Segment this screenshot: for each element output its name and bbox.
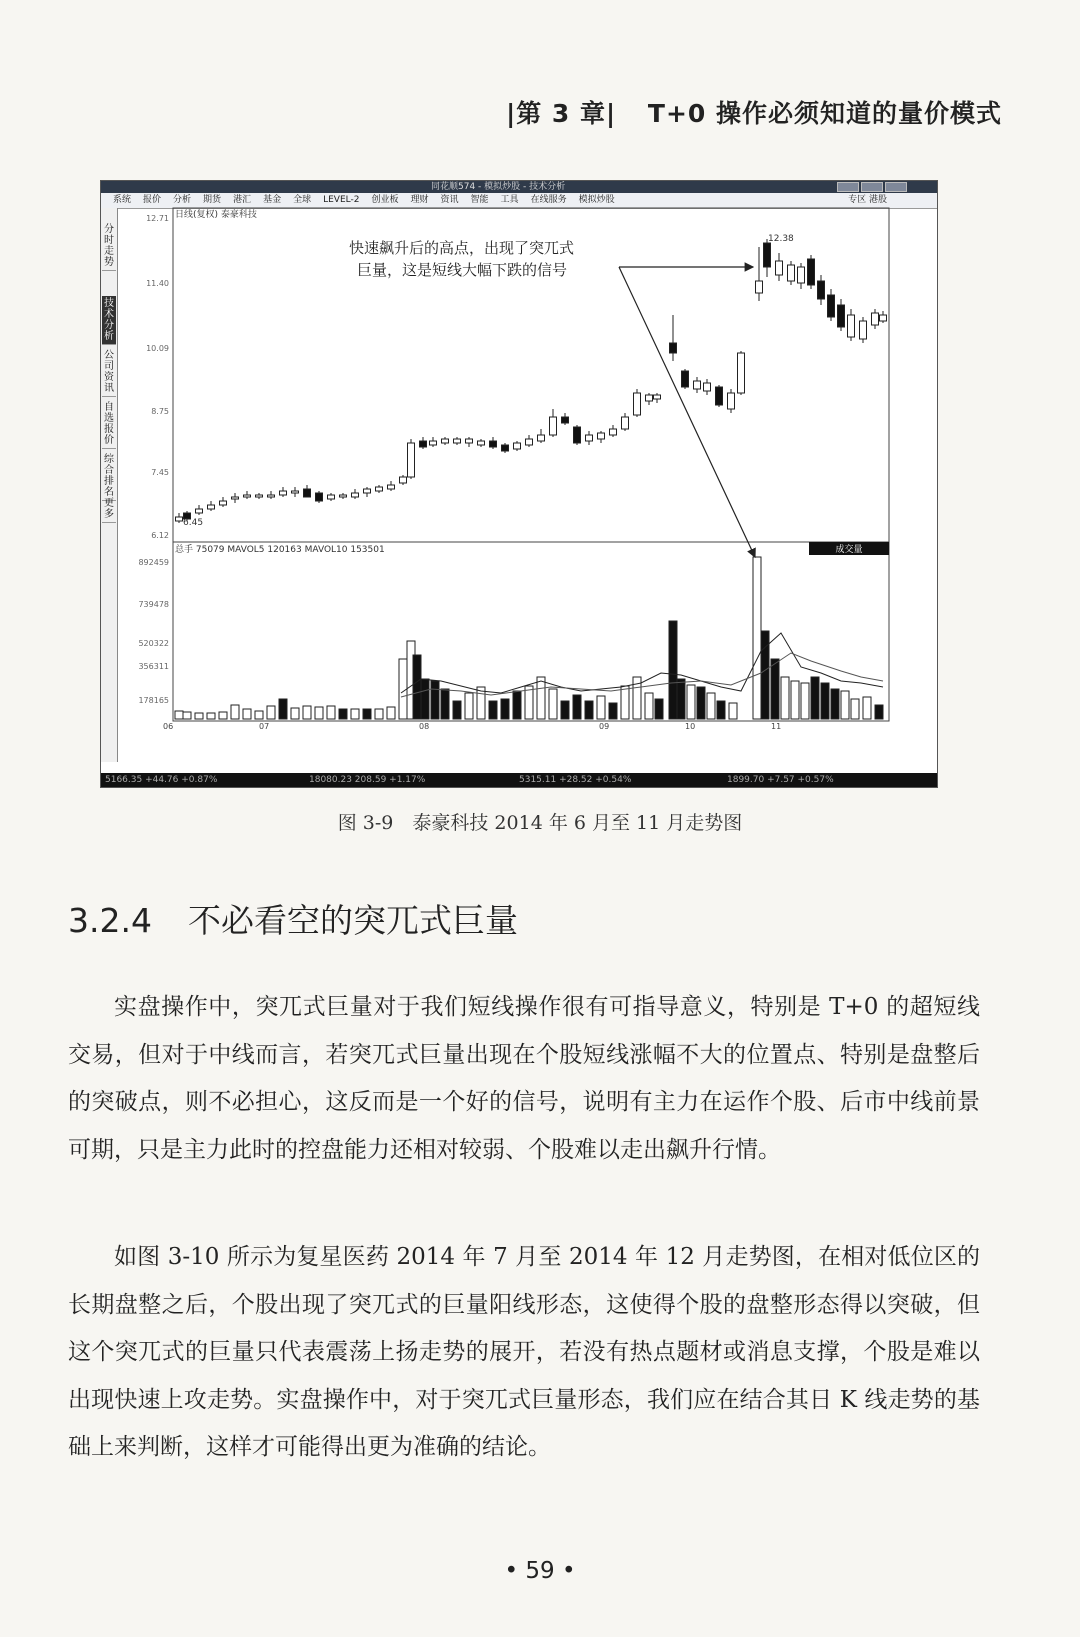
candle-body <box>756 281 763 293</box>
volume-bar <box>707 693 715 719</box>
candle-body <box>454 439 461 443</box>
candle-body <box>328 495 335 499</box>
candle-body <box>502 445 509 451</box>
status-bar <box>101 773 937 787</box>
candle-body <box>478 441 485 445</box>
status-index: 1899.70 +7.57 +0.57% <box>727 775 834 785</box>
side-tab[interactable]: 自 选 报 价 <box>102 400 116 449</box>
kline-label: 日线(复权) 泰豪科技 <box>175 210 257 220</box>
volume-bar <box>351 709 359 719</box>
volume-bar <box>841 691 849 719</box>
volume-bar <box>851 699 859 719</box>
volume-bar <box>399 659 407 719</box>
volume-bar <box>573 695 581 719</box>
volume-bar <box>375 709 383 719</box>
candle-body <box>654 395 661 399</box>
chapter-title: T+0 操作必须知道的量价模式 <box>647 99 1002 128</box>
candle-body <box>670 343 677 353</box>
menu-item[interactable]: 创业板 <box>371 195 399 205</box>
candle-body <box>550 417 557 435</box>
price-tick-label: 11.40 <box>146 279 169 288</box>
candle-body <box>838 305 845 327</box>
running-header <box>506 94 1002 130</box>
candle-body <box>798 267 805 283</box>
candle-body <box>848 315 855 337</box>
volume-bar <box>207 713 215 719</box>
section-number: 3.2.4 <box>68 901 152 940</box>
price-tick-label: 12.71 <box>146 214 169 223</box>
candle-body <box>316 493 323 501</box>
volume-bar <box>183 712 191 719</box>
candle-body <box>634 393 641 415</box>
menu-item[interactable]: 智能 <box>470 195 489 205</box>
menu-item[interactable]: 工具 <box>500 195 519 205</box>
menu-item[interactable]: 报价 <box>143 195 162 205</box>
status-index: 18080.23 208.59 +1.17% <box>309 775 426 785</box>
candle-body <box>232 497 239 499</box>
volume-bar <box>875 705 883 719</box>
candle-body <box>176 517 183 521</box>
kline-chart <box>101 181 938 788</box>
candle-body <box>788 265 795 281</box>
price-tick-label: 10.09 <box>146 344 169 353</box>
candle-body <box>304 489 311 497</box>
volume-tick-label: 356311 <box>138 662 169 671</box>
candle-body <box>776 261 783 275</box>
volume-bar <box>303 706 311 719</box>
month-label: 07 <box>259 722 270 731</box>
volume-bar <box>585 701 593 719</box>
candle-body <box>716 387 723 405</box>
candle-body <box>610 429 617 435</box>
volume-label: 总手 75079 MAVOL5 120163 MAVOL10 153501 <box>175 545 385 555</box>
volume-bar <box>513 691 521 719</box>
status-index: 5315.11 +28.52 +0.54% <box>519 775 632 785</box>
candle-body <box>400 477 407 483</box>
candle-body <box>388 485 395 489</box>
candle-body <box>208 505 215 509</box>
section-title: 不必看空的突兀式巨量 <box>187 901 518 940</box>
volume-bar <box>175 711 183 719</box>
candle-body <box>738 353 745 393</box>
candle-body <box>880 315 887 321</box>
candle-body <box>280 491 287 495</box>
candle-body <box>244 495 251 497</box>
candle-body <box>728 393 735 409</box>
volume-bar <box>363 709 371 719</box>
price-tick-label: 6.12 <box>151 531 169 540</box>
menu-item[interactable]: 系统 <box>113 195 132 205</box>
volume-bar <box>465 693 473 719</box>
candle-body <box>860 321 867 339</box>
volume-bar <box>501 699 509 719</box>
volume-bar <box>453 701 461 719</box>
menu-item[interactable]: 基金 <box>263 195 282 205</box>
volume-tick-label: 520322 <box>138 639 169 648</box>
volume-tick-label: 739478 <box>138 600 169 609</box>
candle-body <box>196 509 203 513</box>
volume-bar <box>761 631 769 719</box>
volume-bar <box>219 712 227 719</box>
section-heading <box>68 895 518 942</box>
candle-body <box>340 495 347 497</box>
body-paragraph: 如图 3-10 所示为复星医药 2014 年 7 月至 2014 年 12 月走势图，在相对低位区的长期盘整之后，个股出现了突兀式的巨量阳线形态，这使得个股的盘整形态得以突破，但这个突兀式的巨量只代表震荡上扬走势的展开，若没有热点题材或消息支撑，个股是难以出现快速上攻走势。实盘操作中，对于突兀式巨量形态，我们应在结合其日 K 线走势的基础上来判断，这样才可能得出更为准确的结论。 <box>68 1244 980 1460</box>
volume-bar <box>537 677 545 719</box>
month-label: 11 <box>771 722 782 731</box>
window-title: 同花顺574 - 模拟炒股 - 技术分析 <box>431 182 566 192</box>
month-label: 08 <box>419 722 430 731</box>
menu-item[interactable]: 在线服务 <box>530 195 567 205</box>
volume-bar <box>697 687 705 719</box>
volume-bar <box>489 701 497 719</box>
side-tab[interactable]: 更 多 <box>102 496 116 523</box>
volume-bar <box>717 701 725 719</box>
body-paragraph: 实盘操作中，突兀式巨量对于我们短线操作很有可指导意义，特别是 T+0 的超短线交易，但对于中线而言，若突兀式巨量出现在个股短线涨幅不大的位置点、特别是盘整后的突破点，则不必担心，这反而是一个好的信号，说明有主力在运作个股、后市中线前景可期，只是主力此时的控盘能力还相对较弱、个股难以走出飙升行情。 <box>68 994 980 1163</box>
month-label: 09 <box>599 722 610 731</box>
volume-tick-label: 178165 <box>138 696 169 705</box>
volume-bar <box>771 659 779 719</box>
candle-body <box>646 395 653 401</box>
menu-item[interactable]: 港汇 <box>233 195 252 205</box>
candle-body <box>256 495 263 497</box>
month-label: 06 <box>163 722 174 731</box>
candle-body <box>586 435 593 441</box>
volume-bar <box>821 683 829 719</box>
volume-tick-label: 892459 <box>138 558 169 567</box>
candle-body <box>694 381 701 389</box>
status-index: 5166.35 +44.76 +0.87% <box>105 775 218 785</box>
volume-bar <box>339 709 347 719</box>
volume-bar <box>561 701 569 719</box>
candle-body <box>364 489 371 493</box>
candle-body <box>872 313 879 325</box>
candle-body <box>808 259 815 285</box>
candle-body <box>828 295 835 317</box>
volume-bar <box>811 677 819 719</box>
volume-bar <box>549 689 557 719</box>
stock-chart-figure <box>100 180 938 788</box>
low-price-label: 6.45 <box>183 518 204 528</box>
menu-item[interactable]: 分析 <box>173 195 192 205</box>
volume-bar <box>255 711 263 719</box>
candle-body <box>682 371 689 387</box>
menu-right-label[interactable]: 专区 港股 <box>848 195 887 205</box>
volume-bar <box>315 707 323 719</box>
menu-item[interactable]: 期货 <box>203 195 222 205</box>
volume-bar <box>243 709 251 719</box>
menu-item[interactable]: LEVEL-2 <box>323 195 360 205</box>
candle-body <box>268 495 275 497</box>
candle-body <box>538 435 545 441</box>
candle-body <box>490 441 497 447</box>
menu-item[interactable]: 全球 <box>293 195 312 205</box>
candle-body <box>442 439 449 443</box>
volume-bar <box>441 689 449 719</box>
menu-item[interactable]: 资讯 <box>440 195 459 205</box>
volume-bar <box>291 708 299 719</box>
candle-body <box>764 243 771 267</box>
candle-body <box>420 441 427 447</box>
menu-item[interactable]: 理财 <box>410 195 429 205</box>
volume-button-label: 成交量 <box>835 545 863 555</box>
volume-bar <box>831 689 839 719</box>
annotation-line-2: 巨量，这是短线大幅下跌的信号 <box>357 261 568 279</box>
volume-bar <box>327 706 335 719</box>
volume-bar <box>525 686 533 719</box>
chapter-label: |第 3 章| <box>506 99 617 128</box>
candle-body <box>408 443 415 477</box>
volume-bar <box>791 681 799 719</box>
month-label: 10 <box>685 722 696 731</box>
annotation-line-1: 快速飙升后的高点，出现了突兀式 <box>349 239 575 257</box>
volume-bar <box>413 655 421 719</box>
volume-bar <box>279 699 287 719</box>
volume-bar <box>621 686 629 719</box>
candle-body <box>598 433 605 439</box>
side-tab[interactable]: 技 术 分 析 <box>102 296 116 345</box>
volume-bar <box>477 687 485 719</box>
candle-body <box>466 439 473 443</box>
candle-body <box>292 491 299 493</box>
candle-body <box>704 383 711 391</box>
volume-bar <box>195 713 203 719</box>
volume-bar <box>687 685 695 719</box>
volume-bar <box>801 683 809 719</box>
volume-bar <box>677 679 685 719</box>
volume-bar <box>655 699 663 719</box>
side-tab[interactable]: 分 时 走 势 <box>102 222 116 271</box>
candle-body <box>430 441 437 445</box>
high-price-label: 12.38 <box>768 234 794 244</box>
page-number: • 59 • <box>504 1558 576 1584</box>
candle-body <box>574 427 581 443</box>
volume-bar <box>753 557 761 719</box>
menu-item[interactable]: 模拟炒股 <box>578 195 615 205</box>
volume-bar <box>669 621 677 719</box>
candle-body <box>818 281 825 299</box>
volume-bar <box>431 681 439 719</box>
candle-body <box>562 417 569 423</box>
volume-bar <box>781 677 789 719</box>
side-tab[interactable]: 公 司 资 讯 <box>102 348 116 397</box>
candle-body <box>376 487 383 491</box>
figure-caption: 图 3-9 泰豪科技 2014 年 6 月至 11 月走势图 <box>337 812 743 834</box>
candle-body <box>622 417 629 429</box>
volume-bar <box>645 693 653 719</box>
volume-bar <box>421 679 429 719</box>
volume-bar <box>863 697 871 719</box>
price-tick-label: 8.75 <box>151 407 169 416</box>
candle-body <box>352 493 359 497</box>
price-tick-label: 7.45 <box>151 468 169 477</box>
candle-body <box>526 439 533 445</box>
volume-bar <box>387 707 395 719</box>
volume-bar <box>231 705 239 719</box>
candle-body <box>514 443 521 449</box>
volume-bar <box>729 703 737 719</box>
volume-bar <box>597 696 605 719</box>
volume-bar <box>267 706 275 719</box>
candle-body <box>220 501 227 505</box>
volume-bar <box>609 703 617 719</box>
side-tab[interactable]: 综 合 排 名 <box>102 452 116 501</box>
